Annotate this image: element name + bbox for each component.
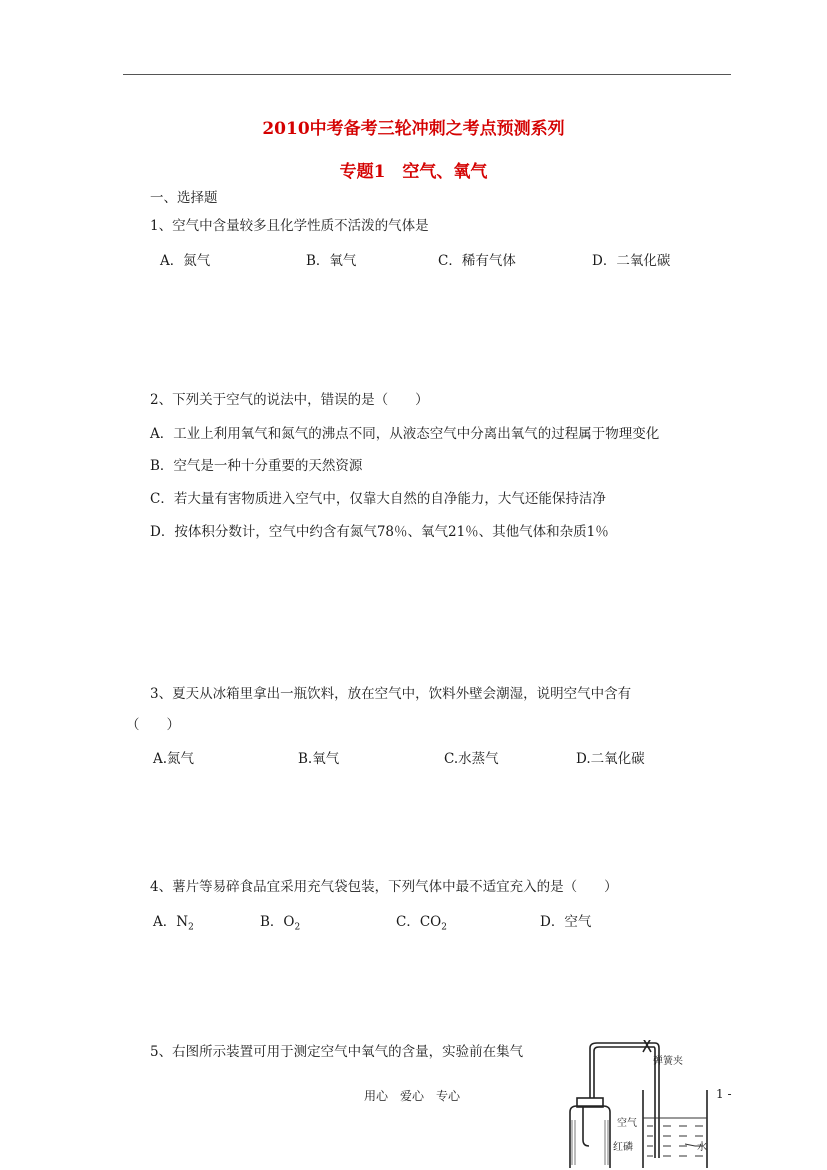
figure-label-phosphorus: 红磷 xyxy=(613,1142,633,1153)
question-2-option-a: A．工业上利用氧气和氮气的沸点不同，从液态空气中分离出氧气的过程属于物理变化 xyxy=(150,426,660,442)
footer-motto: 用心 爱心 专心 xyxy=(364,1089,461,1103)
question-3-option-a: A.氮气 xyxy=(153,751,195,767)
question-3-stem-continued: （ ） xyxy=(126,717,180,733)
question-4-option-c: C．$CO_2$ xyxy=(396,914,447,933)
question-4-stem: 4、薯片等易碎食品宜采用充气袋包装，下列气体中最不适宜充入的是（ ） xyxy=(150,879,618,895)
question-1-option-b: B．氧气 xyxy=(306,253,357,269)
figure-label-water: 水 xyxy=(697,1142,707,1153)
apparatus-figure xyxy=(555,1040,715,1170)
question-2-option-b: B．空气是一种十分重要的天然资源 xyxy=(150,458,363,474)
question-1-option-a: A．氮气 xyxy=(160,253,211,269)
header-rule xyxy=(123,74,731,75)
question-4-option-d: D．空气 xyxy=(540,914,592,930)
question-3-option-b: B.氧气 xyxy=(298,751,340,767)
question-3-stem: 3、夏天从冰箱里拿出一瓶饮料，放在空气中，饮料外壁会潮湿，说明空气中含有 xyxy=(150,686,632,702)
question-3-option-c: C.水蒸气 xyxy=(444,751,499,767)
figure-label-air: 空气 xyxy=(617,1118,637,1129)
question-3-option-d: D.二氧化碳 xyxy=(576,751,645,767)
section-heading: 一、选择题 xyxy=(150,190,218,206)
question-5-stem: 5、右图所示装置可用于测定空气中氧气的含量，实验前在集气 xyxy=(150,1044,524,1060)
question-1-option-c: C．稀有气体 xyxy=(438,253,516,269)
question-4-option-b: B．$O_2$ xyxy=(260,914,301,933)
page-number: 1 - xyxy=(716,1087,732,1101)
question-2-option-c: C．若大量有害物质进入空气中，仅靠大自然的自净能力，大气还能保持洁净 xyxy=(150,491,606,507)
question-4-option-a: A．$N_2$ xyxy=(153,914,194,933)
question-1-option-d: D．二氧化碳 xyxy=(592,253,671,269)
question-1-stem: 1、空气中含量较多且化学性质不活泼的气体是 xyxy=(150,218,429,234)
document-subtitle: 专题1 空气、氧气 xyxy=(339,162,488,182)
document-title: 2010中考备考三轮冲刺之考点预测系列 xyxy=(262,119,565,139)
question-2-stem: 2、下列关于空气的说法中，错误的是（ ） xyxy=(150,392,429,408)
question-2-option-d: D．按体积分数计，空气中约含有氮气78％、氧气21％、其他气体和杂质1％ xyxy=(150,524,609,540)
figure-label-clamp: 弹簧夹 xyxy=(653,1056,683,1067)
